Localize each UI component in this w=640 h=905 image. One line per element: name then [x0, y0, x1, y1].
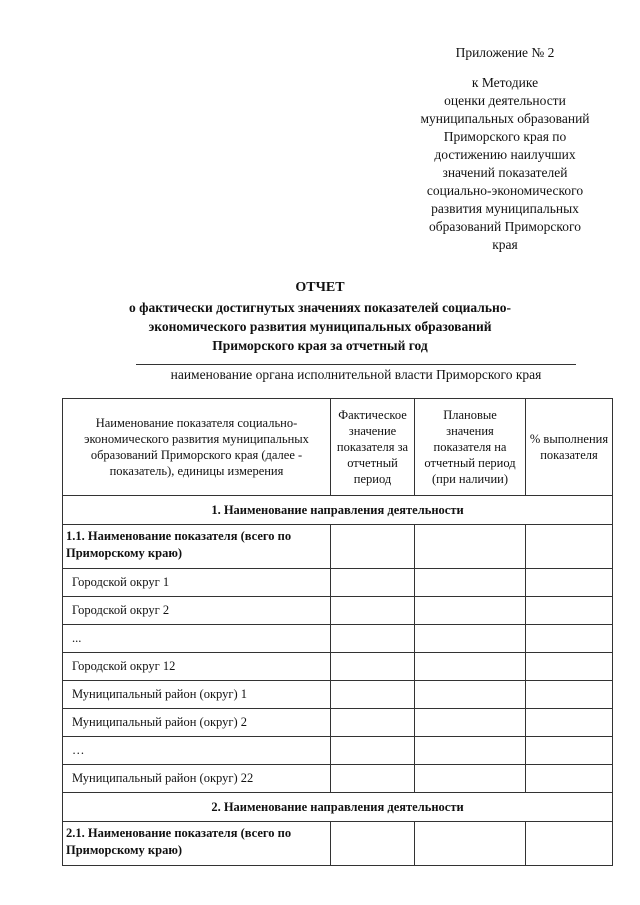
- indicator-row: [63, 822, 613, 866]
- indicator-title: 2.1. Наименование показателя (всего по Приморскому краю): [63, 822, 331, 866]
- municipality-name: Городской округ 1: [63, 569, 331, 597]
- table-row: [63, 569, 613, 597]
- municipality-name: Муниципальный район (округ) 1: [63, 681, 331, 709]
- report-subtitle-line: Приморского края за отчетный год: [212, 338, 428, 353]
- table-cell: [331, 822, 415, 866]
- table-row: [63, 597, 613, 625]
- table-cell: [526, 681, 613, 709]
- appendix-number: Приложение № 2: [455, 45, 555, 60]
- table-cell: [415, 569, 526, 597]
- report-subtitle-line: о фактически достигнутых значениях показателей социально-: [129, 300, 511, 315]
- appendix-line: оценки деятельности: [444, 93, 566, 108]
- appendix-block: [400, 44, 610, 254]
- municipality-name: ...: [63, 625, 331, 653]
- section-title: 1. Наименование направления деятельности: [63, 496, 613, 525]
- table-cell: [415, 765, 526, 793]
- table-cell: [526, 525, 613, 569]
- section-title: 2. Наименование направления деятельности: [63, 793, 613, 822]
- table-row: [63, 737, 613, 765]
- appendix-line: образований Приморского: [429, 219, 581, 234]
- indicator-title: 1.1. Наименование показателя (всего по Приморскому краю): [63, 525, 331, 569]
- table-cell: [526, 765, 613, 793]
- municipality-name: Муниципальный район (округ) 2: [63, 709, 331, 737]
- table-row: [63, 625, 613, 653]
- table-cell: [331, 525, 415, 569]
- appendix-line: края: [492, 237, 518, 252]
- table-cell: [415, 737, 526, 765]
- appendix-line: к Методике: [471, 75, 539, 90]
- report-title: ОТЧЕТ: [295, 280, 345, 295]
- municipality-name: …: [63, 737, 331, 765]
- org-name-caption: наименование органа исполнительной власти Приморского края: [170, 367, 542, 382]
- header-planned-value: Плановые значения показателя на отчетный период (при наличии): [415, 399, 526, 496]
- appendix-line: развития муниципальных: [431, 201, 579, 216]
- report-table: [62, 398, 613, 866]
- table-row: [63, 709, 613, 737]
- report-subtitle-line: экономического развития муниципальных образований: [148, 319, 492, 334]
- table-header-row: [63, 399, 613, 496]
- table-cell: [526, 709, 613, 737]
- table-cell: [415, 653, 526, 681]
- municipality-name: Городской округ 2: [63, 597, 331, 625]
- municipality-name: Городской округ 12: [63, 653, 331, 681]
- table-cell: [331, 737, 415, 765]
- header-completion-percent: % выполнения показателя: [526, 399, 613, 496]
- table-cell: [331, 709, 415, 737]
- section-row: [63, 793, 613, 822]
- table-row: [63, 765, 613, 793]
- table-cell: [526, 822, 613, 866]
- municipality-name: Муниципальный район (округ) 22: [63, 765, 331, 793]
- indicator-row: [63, 525, 613, 569]
- table-cell: [415, 525, 526, 569]
- appendix-line: социально-экономического: [426, 183, 584, 198]
- table-cell: [331, 625, 415, 653]
- table-cell: [331, 681, 415, 709]
- table-cell: [331, 653, 415, 681]
- appendix-line: Приморского края по: [443, 129, 567, 144]
- header-actual-value: Фактическое значение показателя за отчетный период: [331, 399, 415, 496]
- header-indicator-name: Наименование показателя социально-экономического развития муниципальных образований Приморского края (далее - показатель), единицы измерения: [63, 399, 331, 496]
- table-row: [63, 681, 613, 709]
- table-cell: [415, 597, 526, 625]
- appendix-line: значений показателей: [442, 165, 568, 180]
- table-cell: [415, 822, 526, 866]
- table-cell: [415, 681, 526, 709]
- org-name-underline: [136, 364, 576, 365]
- appendix-line: достижению наилучших: [434, 147, 576, 162]
- table-row: [63, 653, 613, 681]
- table-cell: [526, 625, 613, 653]
- table-cell: [526, 737, 613, 765]
- table-cell: [415, 625, 526, 653]
- table-cell: [415, 709, 526, 737]
- table-cell: [331, 765, 415, 793]
- table-cell: [526, 597, 613, 625]
- table-cell: [331, 569, 415, 597]
- appendix-line: муниципальных образований: [420, 111, 590, 126]
- report-title-block: [100, 278, 540, 355]
- table-cell: [331, 597, 415, 625]
- table-cell: [526, 569, 613, 597]
- table-cell: [526, 653, 613, 681]
- section-row: [63, 496, 613, 525]
